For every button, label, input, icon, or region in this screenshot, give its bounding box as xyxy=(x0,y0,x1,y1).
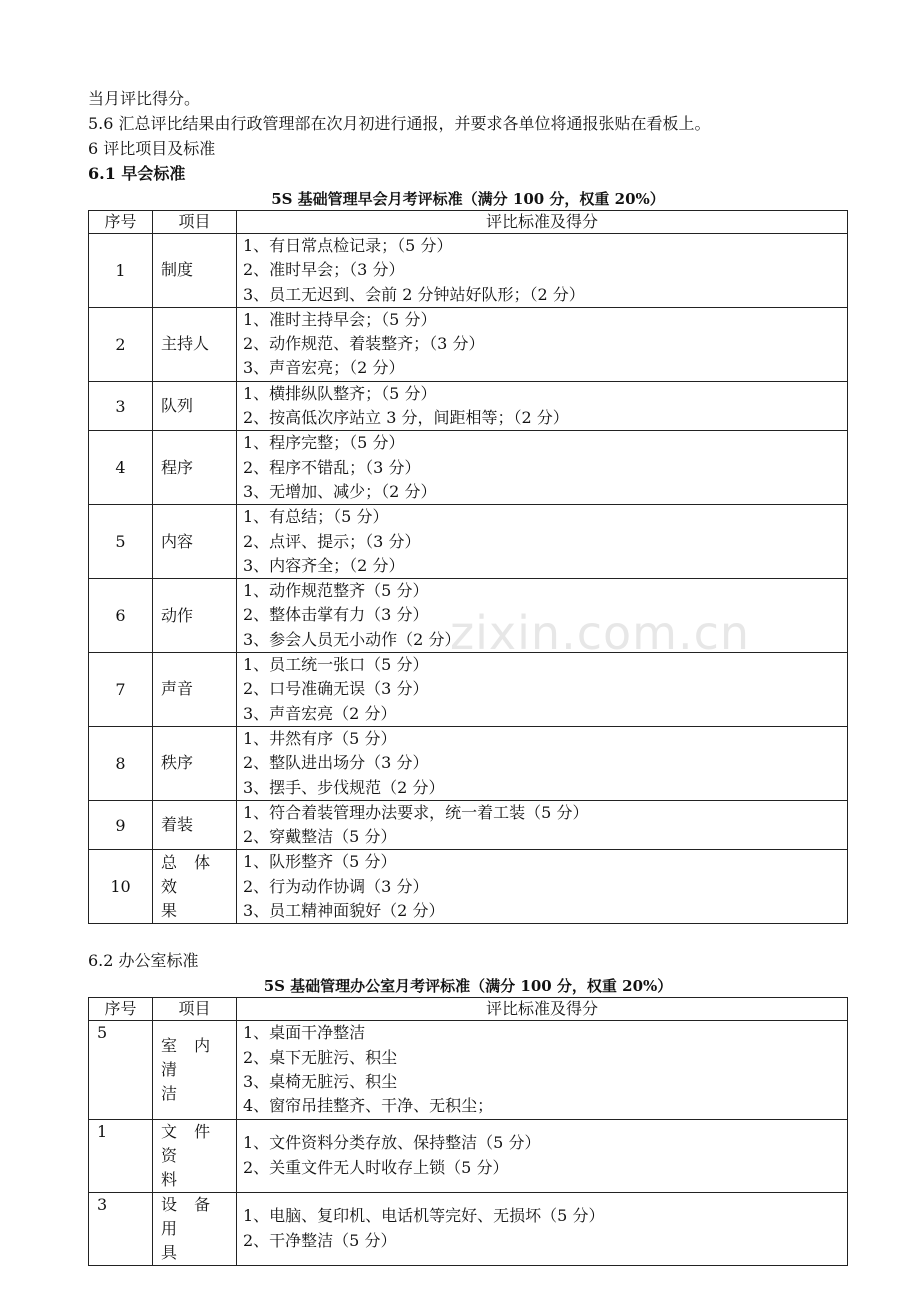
item-line: 具 xyxy=(161,1242,184,1262)
table-row xyxy=(89,234,848,308)
row-no: 3 xyxy=(89,381,153,431)
row-no: 1 xyxy=(89,234,153,308)
table-row xyxy=(89,307,848,381)
row-criteria xyxy=(237,505,848,579)
criteria-line: 3、员工无迟到、会前 2 分钟站好队形；（2 分） xyxy=(243,284,585,304)
row-item: 程序 xyxy=(153,431,237,505)
criteria-line: 2、穿戴整洁（5 分） xyxy=(243,827,397,847)
row-item: 制度 xyxy=(153,234,237,308)
row-no: 8 xyxy=(89,726,153,800)
row-no: 7 xyxy=(89,653,153,727)
table-row xyxy=(89,850,848,924)
criteria-line: 2、按高低次序站立 3 分，间距相等；（2 分） xyxy=(243,408,569,428)
table-row xyxy=(89,579,848,653)
row-item: 内容 xyxy=(153,505,237,579)
row-criteria xyxy=(237,234,848,308)
criteria-line: 2、行为动作协调（3 分） xyxy=(243,876,429,896)
row-item: 动作 xyxy=(153,579,237,653)
criteria-line: 2、准时早会；（3 分） xyxy=(243,260,405,280)
intro-line-1: 当月评比得分。 xyxy=(88,89,201,108)
row-no: 5 xyxy=(89,505,153,579)
row-item xyxy=(153,1119,237,1192)
row-no: 5 xyxy=(89,1021,153,1119)
item-line: 总 体 效 xyxy=(161,852,217,896)
row-item: 队列 xyxy=(153,381,237,431)
row-criteria xyxy=(237,579,848,653)
row-no: 3 xyxy=(89,1192,153,1265)
criteria-line: 3、声音宏亮（2 分） xyxy=(243,703,397,723)
criteria-line: 2、整体击掌有力（3 分） xyxy=(243,605,429,625)
criteria-line: 1、符合着装管理办法要求，统一着工装（5 分） xyxy=(243,802,589,822)
criteria-line: 1、动作规范整齐（5 分） xyxy=(243,581,429,601)
item-line: 料 xyxy=(161,1169,184,1189)
criteria-line: 3、内容齐全；（2 分） xyxy=(243,555,405,575)
table-row xyxy=(89,1192,848,1265)
row-criteria xyxy=(237,1192,848,1265)
row-criteria xyxy=(237,850,848,924)
header-item: 项目 xyxy=(153,998,237,1021)
item-line: 设 备 用 xyxy=(161,1194,217,1238)
criteria-line: 2、整队进出场分（3 分） xyxy=(243,753,429,773)
criteria-line: 1、队形整齐（5 分） xyxy=(243,852,397,872)
criteria-line: 1、有日常点检记录；（5 分） xyxy=(243,236,453,255)
table-row xyxy=(89,1119,848,1192)
item-line: 文 件 资 xyxy=(161,1121,217,1165)
row-criteria xyxy=(237,1119,848,1192)
row-item xyxy=(153,1192,237,1265)
header-no: 序号 xyxy=(89,998,153,1021)
criteria-line: 1、程序完整；（5 分） xyxy=(243,433,405,453)
criteria-line: 3、桌椅无脏污、积尘 xyxy=(243,1071,398,1091)
table-row xyxy=(89,800,848,850)
criteria-line: 3、员工精神面貌好（2 分） xyxy=(243,901,445,921)
criteria-line: 1、横排纵队整齐；（5 分） xyxy=(243,383,437,403)
item-line: 果 xyxy=(161,900,184,920)
row-criteria xyxy=(237,307,848,381)
watermark: zixin.com.cn xyxy=(450,606,751,660)
criteria-line: 3、参会人员无小动作（2 分） xyxy=(243,629,461,649)
row-criteria xyxy=(237,431,848,505)
row-no: 4 xyxy=(89,431,153,505)
row-item: 主持人 xyxy=(153,307,237,381)
criteria-line: 2、动作规范、着装整齐；（3 分） xyxy=(243,334,485,354)
row-criteria xyxy=(237,1021,848,1119)
header-no: 序号 xyxy=(89,211,153,234)
criteria-line: 2、口号准确无误（3 分） xyxy=(243,679,429,699)
table-header-row xyxy=(89,998,848,1021)
header-item: 项目 xyxy=(153,211,237,234)
criteria-line: 1、有总结；（5 分） xyxy=(243,507,389,527)
header-criteria: 评比标准及得分 xyxy=(237,998,848,1021)
criteria-line: 3、摆手、步伐规范（2 分） xyxy=(243,777,445,797)
row-item: 着装 xyxy=(153,800,237,850)
row-no: 10 xyxy=(89,850,153,924)
criteria-line: 1、桌面干净整洁 xyxy=(243,1023,366,1043)
criteria-line: 1、准时主持早会；（5 分） xyxy=(243,309,437,329)
row-no: 9 xyxy=(89,800,153,850)
table-row xyxy=(89,431,848,505)
intro-line-2: 5.6 汇总评比结果由行政管理部在次月初进行通报，并要求各单位将通报张贴在看板上。 xyxy=(88,114,711,133)
criteria-line: 1、文件资料分类存放、保持整洁（5 分） xyxy=(243,1133,541,1153)
row-no: 1 xyxy=(89,1119,153,1192)
criteria-line: 2、桌下无脏污、积尘 xyxy=(243,1047,398,1067)
row-no: 2 xyxy=(89,307,153,381)
item-line: 室 内 清 xyxy=(161,1035,217,1079)
office-standard-table xyxy=(88,997,848,1265)
item-line: 洁 xyxy=(161,1083,184,1103)
row-item xyxy=(153,1021,237,1119)
morning-meeting-table xyxy=(88,210,848,924)
criteria-line: 2、关重文件无人时收存上锁（5 分） xyxy=(243,1157,509,1177)
row-item: 声音 xyxy=(153,653,237,727)
criteria-line: 2、干净整洁（5 分） xyxy=(243,1230,397,1250)
table-row xyxy=(89,653,848,727)
table2-title: 5S 基础管理办公室月考评标准（满分 100 分，权重 20%） xyxy=(263,977,673,996)
row-criteria xyxy=(237,726,848,800)
criteria-line: 3、无增加、减少；（2 分） xyxy=(243,481,437,501)
table-row xyxy=(89,1021,848,1119)
section-heading-6-1: 6.1 早会标准 xyxy=(88,164,186,183)
table-header-row xyxy=(89,211,848,234)
row-criteria xyxy=(237,381,848,431)
table-row xyxy=(89,505,848,579)
section-heading-6: 6 评比项目及标准 xyxy=(88,139,216,158)
row-criteria xyxy=(237,800,848,850)
section-heading-6-2: 6.2 办公室标准 xyxy=(88,951,199,971)
criteria-line: 2、点评、提示；（3 分） xyxy=(243,531,421,551)
row-criteria xyxy=(237,653,848,727)
row-item: 秩序 xyxy=(153,726,237,800)
criteria-line: 1、电脑、复印机、电话机等完好、无损坏（5 分） xyxy=(243,1206,605,1226)
criteria-line: 1、井然有序（5 分） xyxy=(243,728,397,748)
document-page xyxy=(88,86,848,1266)
table-row xyxy=(89,381,848,431)
criteria-line: 4、窗帘吊挂整齐、干净、无积尘； xyxy=(243,1096,494,1116)
criteria-line: 3、声音宏亮；（2 分） xyxy=(243,358,405,378)
criteria-line: 2、程序不错乱；（3 分） xyxy=(243,457,421,477)
table-row xyxy=(89,726,848,800)
row-no: 6 xyxy=(89,579,153,653)
criteria-line: 1、员工统一张口（5 分） xyxy=(243,655,429,675)
header-criteria: 评比标准及得分 xyxy=(237,211,848,234)
table1-title: 5S 基础管理早会月考评标准（满分 100 分，权重 20%） xyxy=(271,190,665,208)
row-item xyxy=(153,850,237,924)
